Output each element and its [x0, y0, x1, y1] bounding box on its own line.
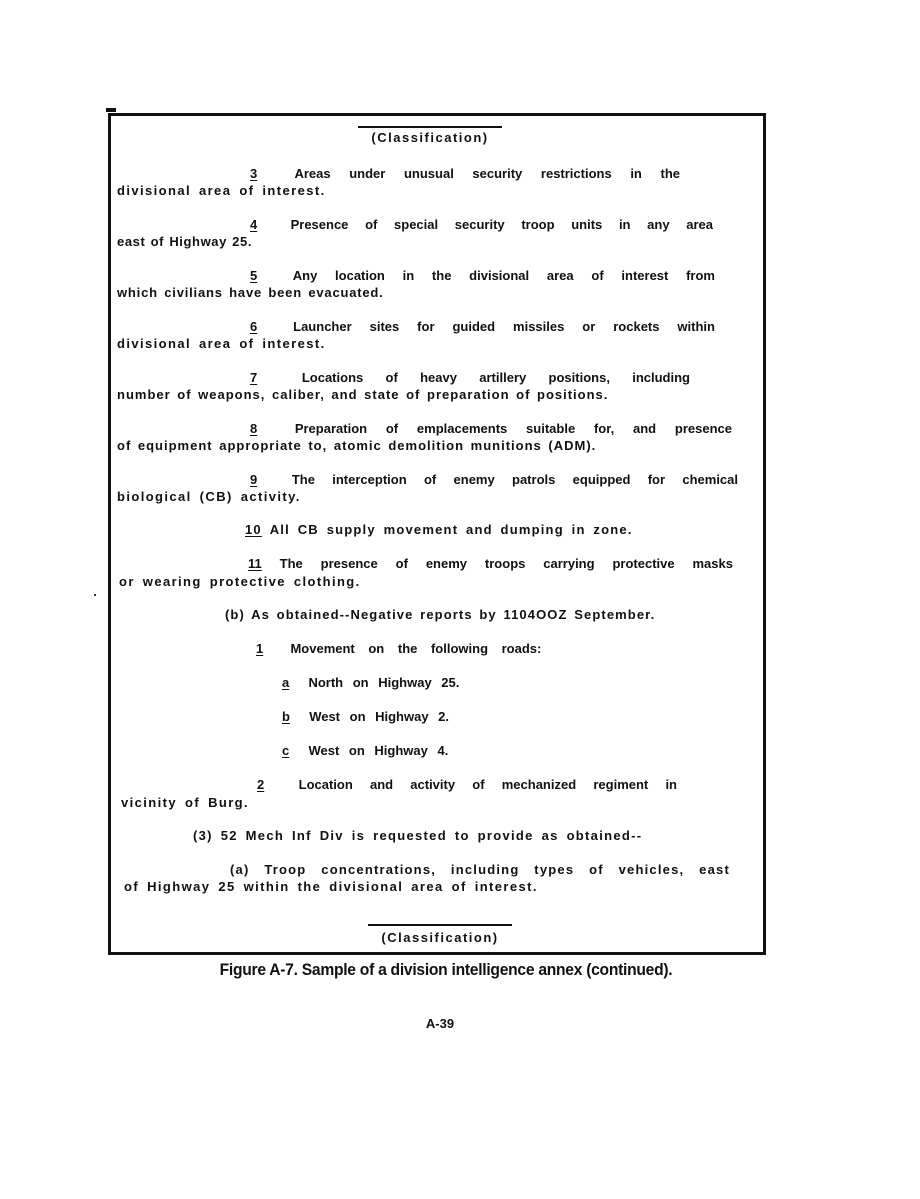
paragraph-3-line-1: 3 Areas under unusual security restrictions in the: [250, 166, 680, 181]
paragraph-11-number: 11: [248, 556, 262, 571]
classification-header: (Classification): [358, 126, 502, 145]
paragraph-5-number: 5: [250, 268, 258, 283]
paragraph-10: 10 All CB supply movement and dumping in zone.: [245, 522, 633, 537]
paragraph-7-line-1: 7 Locations of heavy artillery positions, including: [250, 370, 690, 385]
section-b-item-1: 1 Movement on the following roads:: [256, 641, 542, 656]
section-b-item-1-number: 1: [256, 641, 264, 656]
paragraph-9-line-1: 9 The interception of enemy patrols equipped for chemical: [250, 472, 738, 487]
paragraph-3-number: 3: [250, 166, 258, 181]
section-3-heading: (3) 52 Mech Inf Div is requested to provide as obtained--: [193, 828, 643, 843]
paragraph-7-number: 7: [250, 370, 258, 385]
paragraph-8-line-1: 8 Preparation of emplacements suitable for, and presence: [250, 421, 732, 436]
corner-mark: [106, 108, 116, 112]
classification-footer: (Classification): [368, 924, 512, 945]
paragraph-6-line-1: 6 Launcher sites for guided missiles or rockets within: [250, 319, 715, 334]
figure-caption: Figure A-7. Sample of a division intelligence annex (continued).: [219, 960, 673, 979]
road-item-c-letter: c: [282, 743, 290, 758]
paragraph-3-line-2: divisional area of interest.: [117, 183, 326, 198]
paragraph-5-line-2: which civilians have been evacuated.: [117, 285, 384, 300]
paragraph-6-number: 6: [250, 319, 258, 334]
paragraph-11-line-1: 11 The presence of enemy troops carrying protective masks: [248, 556, 733, 571]
paragraph-4-number: 4: [250, 217, 258, 232]
paragraph-4-line-1: 4 Presence of special security troop units in any area: [250, 217, 713, 232]
scan-speck: [94, 594, 96, 596]
page-number: A-39: [425, 1016, 455, 1031]
paragraph-8-number: 8: [250, 421, 258, 436]
paragraph-9-number: 9: [250, 472, 258, 487]
paragraph-7-line-2: number of weapons, caliber, and state of preparation of positions.: [117, 387, 609, 402]
section-b-item-2-line-2: vicinity of Burg.: [121, 795, 250, 810]
paragraph-6-line-2: divisional area of interest.: [117, 336, 326, 351]
road-item-b: b West on Highway 2.: [282, 709, 450, 724]
section-3-sub-a-line-2: of Highway 25 within the divisional area of interest.: [124, 879, 538, 894]
section-b-item-2-number: 2: [257, 777, 265, 792]
paragraph-10-number: 10: [245, 522, 262, 537]
section-b-heading: (b) As obtained--Negative reports by 1104OOZ September.: [225, 607, 656, 622]
paragraph-4-line-2: east of Highway 25.: [117, 234, 253, 249]
paragraph-5-line-1: 5 Any location in the divisional area of interest from: [250, 268, 715, 283]
road-item-c: c West on Highway 4.: [282, 743, 449, 758]
paragraph-11-line-2: or wearing protective clothing.: [119, 574, 361, 589]
section-b-item-2-line-1: 2 Location and activity of mechanized regiment in: [257, 777, 677, 792]
section-3-sub-a-line-1: (a) Troop concentrations, including types of vehicles, east: [230, 862, 730, 877]
paragraph-8-line-2: of equipment appropriate to, atomic demolition munitions (ADM).: [117, 438, 597, 453]
road-item-a-letter: a: [282, 675, 290, 690]
paragraph-9-line-2: biological (CB) activity.: [117, 489, 301, 504]
road-item-b-letter: b: [282, 709, 290, 724]
road-item-a: a North on Highway 25.: [282, 675, 460, 690]
